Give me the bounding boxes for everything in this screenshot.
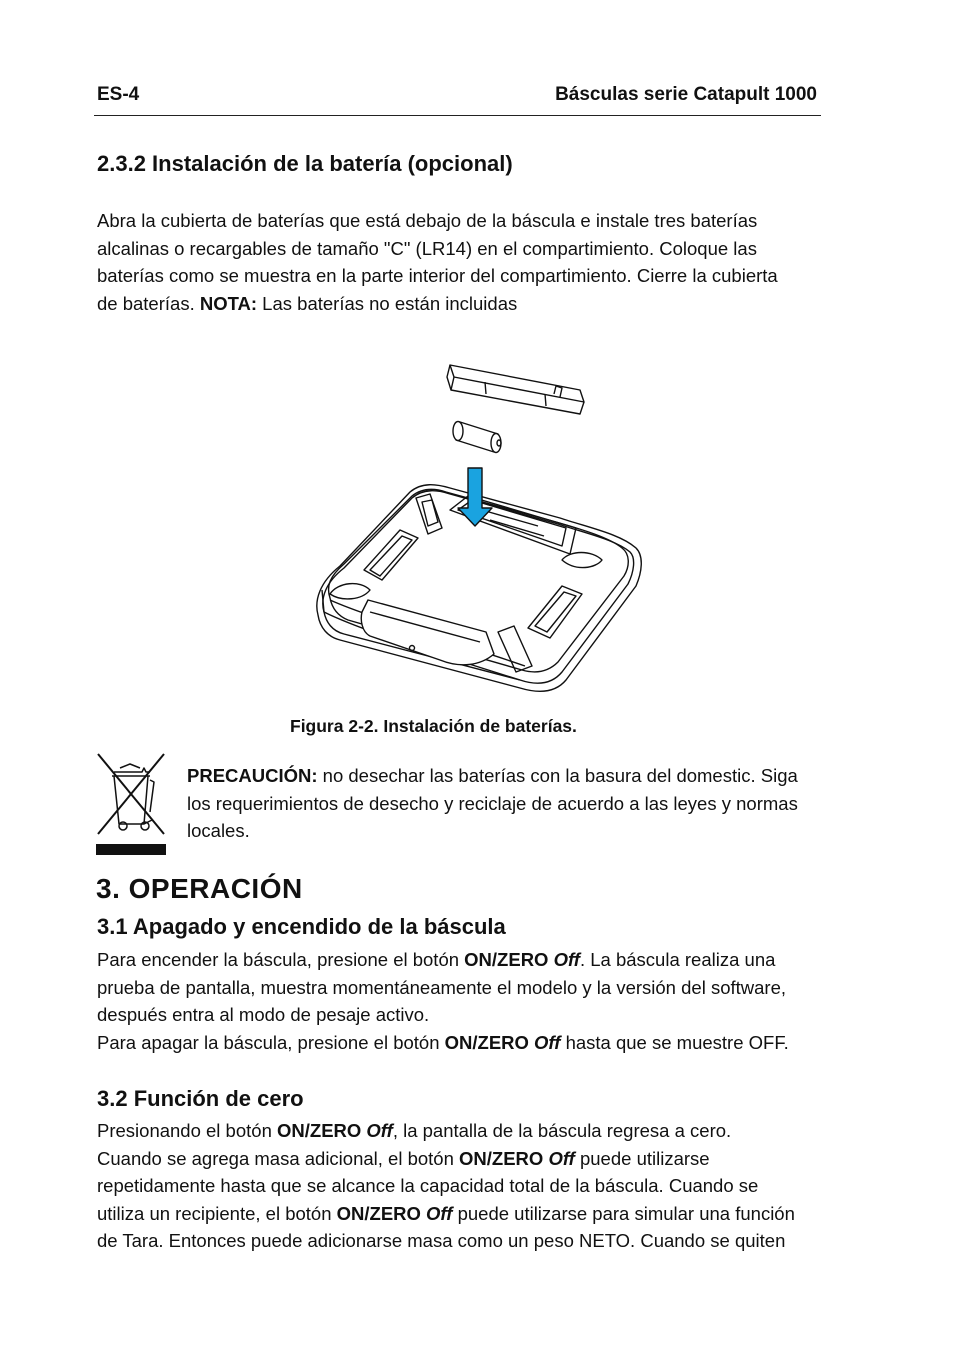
on-zero-button-label: ON/ZERO — [459, 1147, 544, 1169]
off-label: Off — [366, 1120, 393, 1141]
paragraph-line: los requerimientos de desecho y reciclaje de acuerdo a las leyes y normas — [187, 792, 798, 814]
note-text: Las baterías no están incluidas — [257, 292, 518, 314]
page-number: ES-4 — [97, 84, 140, 105]
paragraph-line: Para apagar la báscula, presione el botón ON/ZERO Off hasta que se muestre OFF. — [97, 1031, 789, 1053]
paragraph-line: baterías como se muestra en la parte interior del compartimiento. Cierre la cubierta — [97, 265, 778, 286]
paragraph-line: utiliza un recipiente, el botón ON/ZERO Off puede utilizarse para simular una función — [97, 1202, 795, 1224]
on-zero-button-label: ON/ZERO — [336, 1202, 421, 1224]
off-label: Off — [534, 1031, 561, 1053]
section-3-2-text — [97, 1117, 795, 1255]
operation-heading: 3. OPERACIÓN — [96, 873, 303, 904]
paragraph-line: Para encender la báscula, presione el botón ON/ZERO Off. La báscula realiza una — [97, 949, 776, 970]
crossed-out-wheelie-bin-icon — [96, 752, 168, 856]
caution-text — [187, 762, 798, 845]
caution-label: PRECAUCIÓN: — [187, 765, 318, 786]
paragraph-line: después entra al modo de pesaje activo. — [97, 1004, 430, 1025]
battery-cover — [447, 365, 584, 414]
paragraph-line: locales. — [187, 820, 250, 841]
c-battery — [453, 422, 501, 453]
battery-section-heading: 2.3.2 Instalación de la batería (opcional) — [97, 151, 513, 176]
paragraph-line: repetidamente hasta que se alcance la capacidad total de la báscula. Cuando se — [97, 1175, 759, 1196]
document-title: Básculas serie Catapult 1000 — [555, 84, 817, 105]
battery-instructions — [97, 207, 778, 317]
off-label: Off — [553, 949, 580, 970]
off-label: Off — [548, 1147, 575, 1169]
section-3-1-heading: 3.1 Apagado y encendido de la báscula — [97, 914, 506, 939]
paragraph-line: Cuando se agrega masa adicional, el botón ON/ZERO Off puede utilizarse — [97, 1147, 710, 1169]
paragraph-line: Abra la cubierta de baterías que está debajo de la báscula e instale tres baterías — [97, 210, 758, 231]
note-label: NOTA: — [199, 292, 258, 314]
line-prefix: de baterías. — [97, 292, 200, 314]
paragraph-line: PRECAUCIÓN: no desechar las baterías con la basura del domestic. Siga — [187, 765, 798, 786]
paragraph-line: alcalinas o recargables de tamaño "C" (LR14) en el compartimiento. Coloque las — [97, 237, 757, 259]
battery-installation-figure — [300, 350, 650, 700]
section-3-2-heading: 3.2 Función de cero — [97, 1086, 304, 1111]
paragraph-line: prueba de pantalla, muestra momentáneamente el modelo y la versión del software, — [97, 976, 786, 998]
paragraph-line: de Tara. Entonces puede adicionarse masa como un peso NETO. Cuando se quiten — [97, 1230, 786, 1251]
figure-caption: Figura 2-2. Instalación de baterías. — [290, 716, 577, 736]
on-zero-button-label: ON/ZERO — [464, 949, 549, 970]
on-zero-button-label: ON/ZERO — [277, 1120, 362, 1141]
paragraph-line — [97, 290, 778, 318]
on-zero-button-label: ON/ZERO — [444, 1031, 529, 1053]
header-divider — [94, 115, 821, 116]
off-label: Off — [426, 1202, 453, 1224]
paragraph-line: Presionando el botón ON/ZERO Off, la pantalla de la báscula regresa a cero. — [97, 1120, 732, 1141]
section-3-1-text — [97, 946, 789, 1056]
